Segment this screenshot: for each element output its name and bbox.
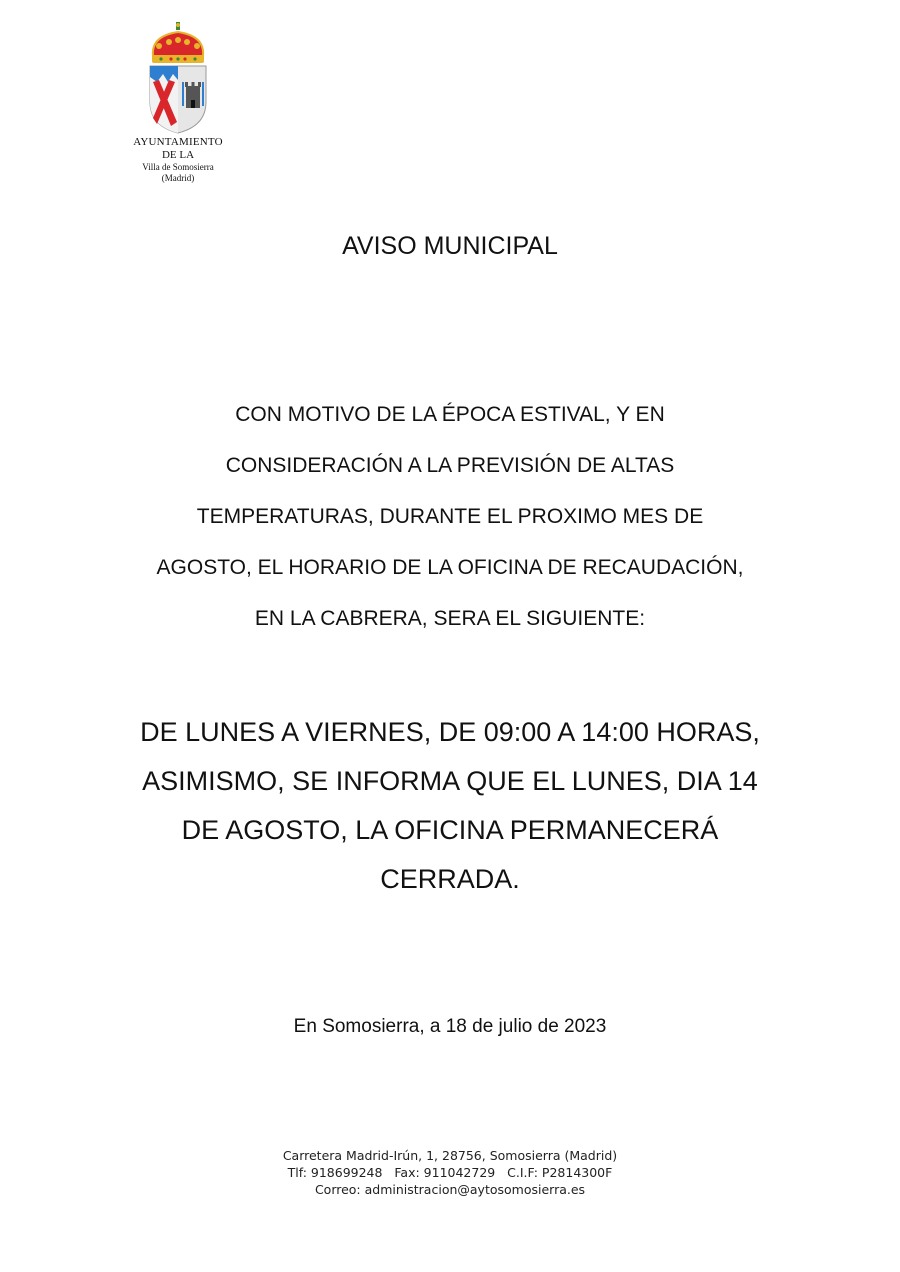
paragraph-2-line: DE AGOSTO, LA OFICINA PERMANECERÁ xyxy=(181,815,719,845)
page-title: AVISO MUNICIPAL xyxy=(342,232,558,260)
logo-line-region: (Madrid) xyxy=(161,173,195,183)
footer xyxy=(0,1147,900,1198)
logo-line-ayuntamiento: AYUNTAMIENTO xyxy=(133,136,223,148)
paragraph-1-line: EN LA CABRERA, SERA EL SIGUIENTE: xyxy=(254,607,646,630)
paragraph-1-line: CON MOTIVO DE LA ÉPOCA ESTIVAL, Y EN xyxy=(235,403,665,426)
paragraph-2-line: CERRADA. xyxy=(380,864,520,894)
logo-line-villa: Villa de Somosierra xyxy=(142,162,214,172)
paragraph-1-line: CONSIDERACIÓN A LA PREVISIÓN DE ALTAS xyxy=(225,454,675,477)
notice-paragraph-1 xyxy=(120,395,780,650)
logo-line-de-la: DE LA xyxy=(161,149,195,161)
date-line: En Somosierra, a 18 de julio de 2023 xyxy=(293,1016,607,1037)
footer-email: Correo: administracion@aytosomosierra.es xyxy=(314,1182,586,1197)
municipal-logo xyxy=(128,22,228,183)
paragraph-1-line: AGOSTO, EL HORARIO DE LA OFICINA DE RECAUDACIÓN, xyxy=(156,556,744,579)
notice-paragraph-2 xyxy=(100,708,800,904)
coat-of-arms-icon xyxy=(147,22,209,134)
footer-contact: Tlf: 918699248 Fax: 911042729 C.I.F: P2814300F xyxy=(287,1165,613,1180)
paragraph-2-line: DE LUNES A VIERNES, DE 09:00 A 14:00 HORAS, xyxy=(140,717,760,747)
paragraph-1-line: TEMPERATURAS, DURANTE EL PROXIMO MES DE xyxy=(196,505,704,528)
paragraph-2-line: ASIMISMO, SE INFORMA QUE EL LUNES, DIA 14 xyxy=(142,766,758,796)
footer-address: Carretera Madrid-Irún, 1, 28756, Somosierra (Madrid) xyxy=(282,1148,618,1163)
